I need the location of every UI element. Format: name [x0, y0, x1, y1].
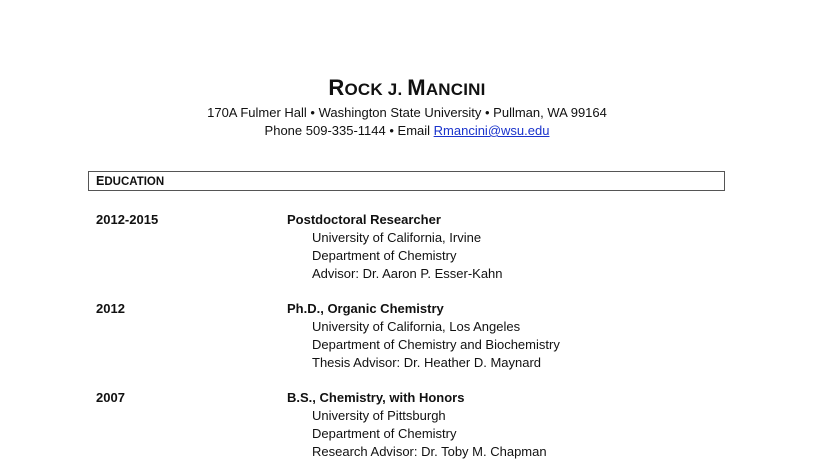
- email-link[interactable]: Rmancini@wsu.edu: [433, 123, 550, 138]
- name-initial-first: R: [328, 75, 345, 100]
- entry-department: Department of Chemistry: [312, 426, 457, 441]
- entry-year: 2012: [96, 301, 125, 316]
- entry-department: Department of Chemistry: [312, 248, 457, 263]
- entry-advisor: Thesis Advisor: Dr. Heather D. Maynard: [312, 355, 542, 370]
- education-heading-initial: E: [96, 174, 105, 188]
- entry-title: B.S., Chemistry, with Honors: [287, 390, 465, 405]
- entry-year: 2012-2015: [96, 212, 159, 227]
- entry-title: Postdoctoral Researcher: [287, 212, 441, 227]
- education-heading-rest: DUCATION: [104, 176, 165, 188]
- name-rest-first: OCK J.: [344, 80, 408, 99]
- name-rest-last: ANCINI: [425, 80, 486, 99]
- name-initial-last: M: [407, 75, 426, 100]
- entry-institution: University of California, Los Angeles: [312, 319, 521, 334]
- person-name: [0, 74, 814, 104]
- education-heading: [88, 171, 725, 191]
- entry-advisor: Advisor: Dr. Aaron P. Esser-Kahn: [312, 266, 503, 281]
- entry-title: Ph.D., Organic Chemistry: [287, 301, 444, 316]
- contact-line: [0, 122, 814, 140]
- address-line: 170A Fulmer Hall • Washington State University • Pullman, WA 99164: [207, 105, 607, 120]
- entry-year: 2007: [96, 390, 125, 405]
- entry-advisor: Research Advisor: Dr. Toby M. Chapman: [312, 444, 547, 459]
- entry-institution: University of Pittsburgh: [312, 408, 446, 423]
- entry-institution: University of California, Irvine: [312, 230, 482, 245]
- entry-department: Department of Chemistry and Biochemistry: [312, 337, 560, 352]
- phone-text: Phone 509-335-1144 • Email: [264, 123, 434, 138]
